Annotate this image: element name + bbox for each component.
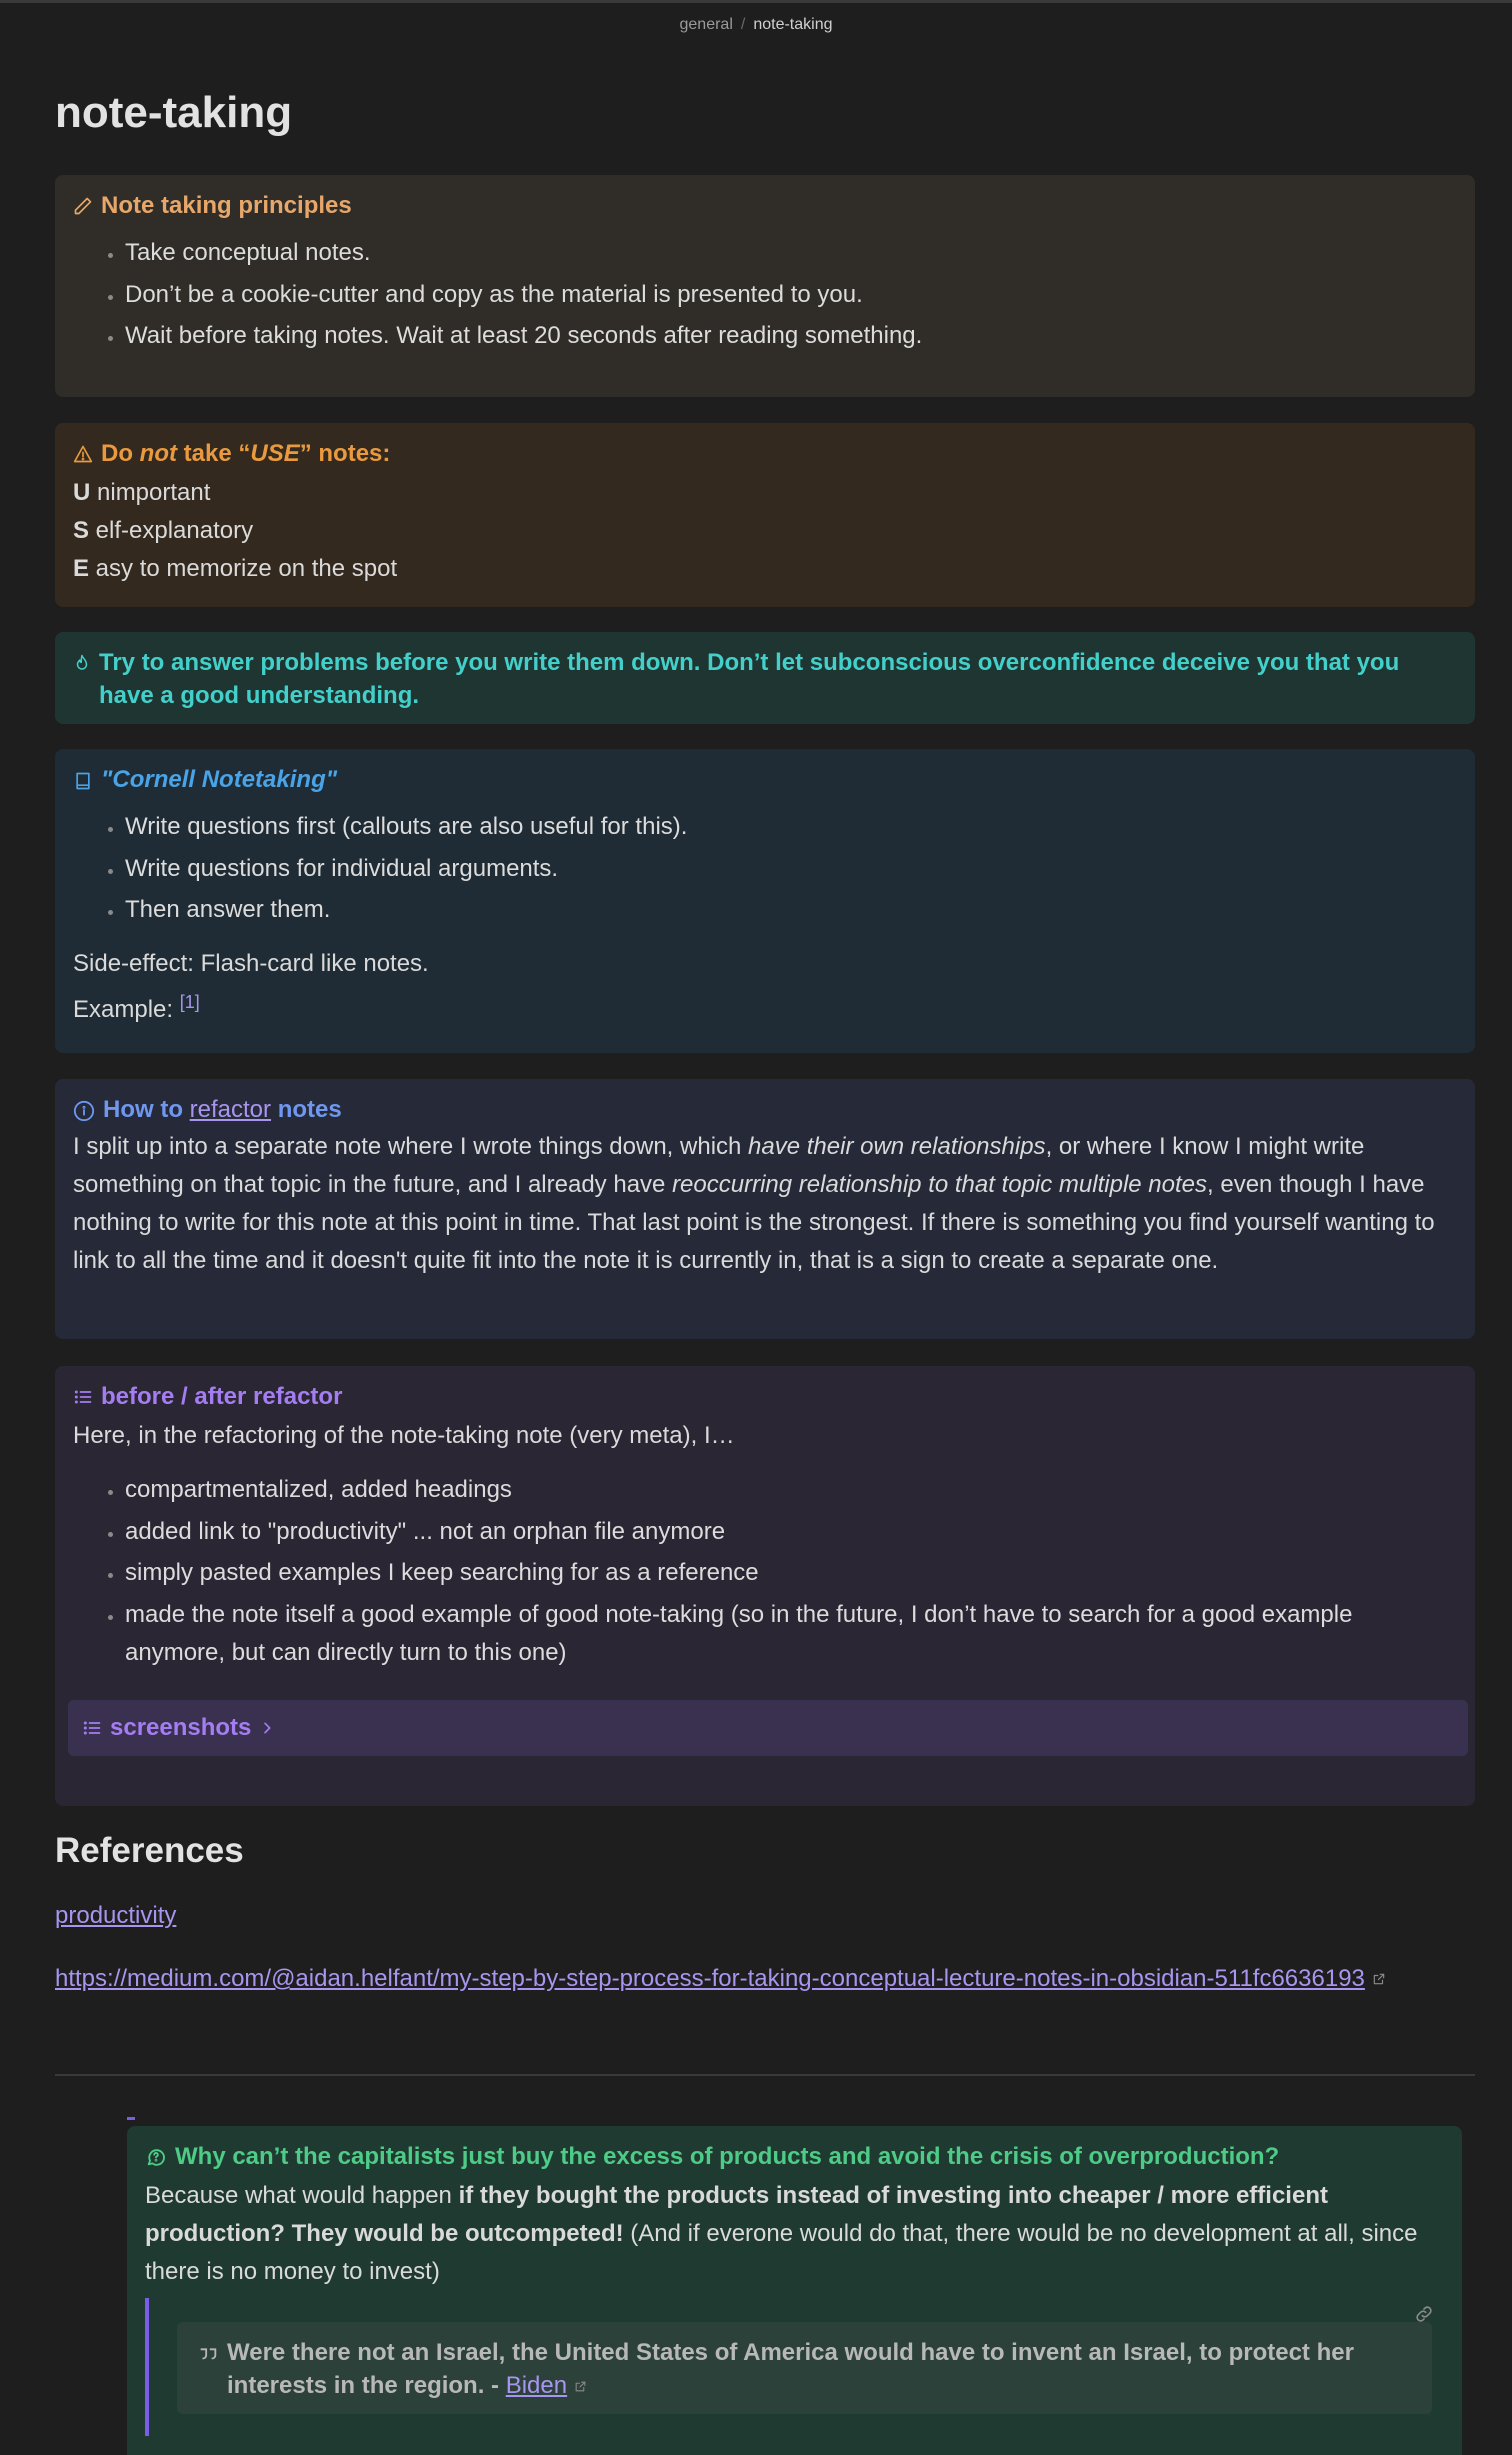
cornell-callout-title: "Cornell Notetaking" [101,766,338,793]
chevron-right-icon[interactable] [259,1720,275,1736]
breadcrumb-separator: / [740,16,746,33]
refactor-callout-header[interactable] [73,1093,1457,1126]
horizontal-divider [55,2074,1475,2076]
breadcrumb-current: note-taking [753,16,833,33]
external-link-icon [574,2380,587,2393]
before-after-callout-header[interactable] [73,1380,1457,1413]
list-item: • simply pasted examples I keep searching for as a reference [125,1552,1457,1594]
medium-article-link[interactable]: https://medium.com/@aidan.helfant/my-step-by-step-process-for-taking-conceptual-lecture-notes-in-obsidian-511fc6636193 [55,1965,1365,1992]
refactor-info-callout [55,1079,1475,1339]
external-reference [55,1960,1455,1998]
list-item: • Don’t be a cookie-cutter and copy as the material is presented to you. [125,274,1457,316]
book-icon [73,770,93,792]
principles-callout-header[interactable] [73,189,1457,222]
refactor-link[interactable]: refactor [189,1096,272,1123]
footnote-link[interactable]: [1] [179,991,200,1012]
use-callout-title: Do not take “USE” notes: [101,440,391,467]
principles-list [73,232,1457,357]
use-line: E asy to memorize on the spot [73,555,398,582]
quote-icon [197,2342,219,2364]
warning-icon [73,444,93,464]
refactor-paragraph: I split up into a separate note where I wrote things down, which have their own relationships, or where I know I might write something on that topic in the future, and I already have reoccurring relationship to that topic multiple notes, even though I have nothing to write for this note at this point in time. That last point is the strongest. If there is something you find yourself wanting to link to all the time and it doesn't quite fit into the note it is currently in, that is a sign to create a separate one. [73,1133,1435,1274]
page-title: note-taking [55,88,293,137]
embed-marker [127,2117,135,2120]
list-item: • Write questions for individual arguments. [125,848,1457,890]
list-icon [73,1387,93,1407]
list-item: • compartmentalized, added headings [125,1469,1457,1511]
question-answer: Because what would happen if they bought the products instead of investing into cheaper / more efficient production? They would be outcompeted! (And if everone would do that, there would be no development at all, since there is no money to invest) [145,2182,1418,2285]
help-bubble-icon [145,2146,167,2168]
link-icon[interactable] [1414,2304,1434,2324]
list-icon [82,1718,102,1738]
list-item: • Wait before taking notes. Wait at least 20 seconds after reading something. [125,315,1457,357]
top-border [0,0,1512,3]
cornell-callout-header[interactable] [73,763,1457,796]
screenshots-collapsible[interactable] [68,1700,1468,1756]
info-icon [73,1100,95,1122]
references-heading: References [55,1831,244,1870]
tip-callout [55,632,1475,724]
cornell-list [73,806,1457,931]
breadcrumb-parent[interactable]: general [679,16,733,33]
productivity-link[interactable]: productivity [55,1902,177,1929]
use-warning-callout [55,423,1475,607]
blockquote-bar [145,2298,149,2436]
principles-callout-title: Note taking principles [101,192,352,219]
question-title: Why can’t the capitalists just buy the excess of products and avoid the crisis of overproduction? [175,2143,1280,2170]
side-effect-text: Side-effect: Flash-card like notes. [73,949,429,977]
tip-callout-title: Try to answer problems before you write them down. Don’t let subconscious overconfidence deceive you that you have a good understanding. [99,649,1400,709]
pencil-icon [73,196,93,216]
use-line: U nimportant [73,479,211,506]
cornell-callout [55,749,1475,1053]
list-item: • Write questions first (callouts are also useful for this). [125,806,1457,848]
refactor-callout-title: How to refactor notes [103,1096,342,1123]
flame-icon [73,653,91,673]
before-after-callout [55,1366,1475,1806]
external-link-icon [1372,1972,1386,1986]
list-item: • Take conceptual notes. [125,232,1457,274]
before-after-list [73,1469,1457,1672]
principles-callout [55,175,1475,397]
before-after-intro: Here, in the refactoring of the note-taking note (very meta), I… [73,1422,735,1449]
use-callout-header[interactable] [73,437,1457,470]
before-after-title: before / after refactor [101,1383,343,1410]
example-line: Example: [1] [73,991,200,1023]
list-item: • added link to "productivity" ... not an orphan file anymore [125,1511,1457,1553]
list-item: • Then answer them. [125,889,1457,931]
question-callout [127,2126,1462,2455]
quote-callout [177,2322,1432,2414]
breadcrumb [0,16,1512,34]
use-line: S elf-explanatory [73,517,254,544]
screenshots-label: screenshots [110,1713,252,1741]
biden-link[interactable]: Biden [505,2372,568,2399]
tip-callout-header[interactable] [73,646,1457,712]
question-callout-header[interactable] [145,2140,1444,2173]
quote-text: Were there not an Israel, the United States of America would have to invent an Israel, to protect her interests in the region. - Biden [227,2339,1354,2399]
list-item: • made the note itself a good example of good note-taking (so in the future, I don’t have to search for a good example anymore, but can directly turn to this one) [125,1594,1457,1672]
